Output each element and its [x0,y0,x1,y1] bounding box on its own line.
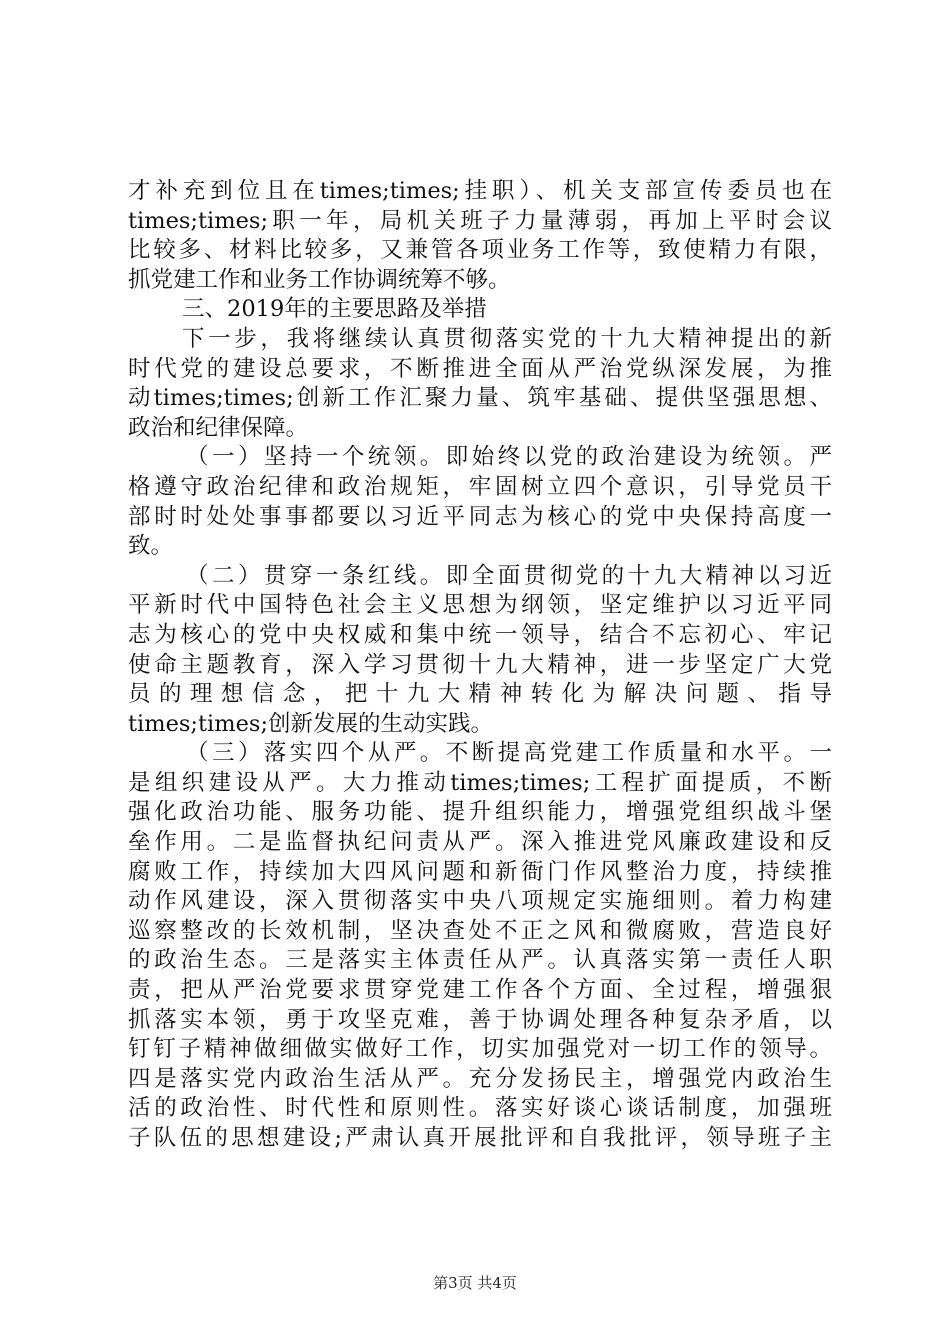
text-line: 四是落实党内政治生活从严。充分发扬民主，增强党内政治生 [128,1065,832,1092]
text-line: 政治和纪律保障。 [128,414,309,441]
text-line: 腐败工作，持续加大四风问题和新衙门作风整治力度，持续推 [128,858,832,885]
text-line: 致。 [128,533,174,560]
text-line: 下一步，我将继续认真贯彻落实党的十九大精神提出的新 [182,325,832,352]
text-line: 抓党建工作和业务工作协调统筹不够。 [128,266,511,293]
text-line: 巡察整改的长效机制，坚决查处不正之风和微腐败，营造良好 [128,917,832,944]
text-line: （三）落实四个从严。不断提高党建工作质量和水平。一 [186,740,832,767]
text-line: 平新时代中国特色社会主义思想为纲领，坚定维护以习近平同 [128,592,832,619]
text-line: 比较多、材料比较多，又兼管各项业务工作等，致使精力有限， [128,237,832,264]
text-line: times;times;职一年，局机关班子力量薄弱，再加上平时会议 [128,207,832,234]
text-line: 部时时处处事事都要以习近平同志为核心的党中央保持高度一 [128,503,832,530]
text-line: （一）坚持一个统领。即始终以党的政治建设为统领。严 [186,444,832,471]
text-line: 格遵守政治纪律和政治规矩，牢固树立四个意识，引导党员干 [128,473,832,500]
text-line: （二）贯穿一条红线。即全面贯彻党的十九大精神以习近 [186,562,832,589]
text-line: 动作风建设，深入贯彻落实中央八项规定实施细则。着力构建 [128,888,832,915]
text-line: 责，把从严治党要求贯穿党建工作各个方面、全过程，增强狠 [128,977,832,1004]
text-line: 钉钉子精神做细做实做好工作，切实加强党对一切工作的领导。 [128,1036,832,1063]
text-line: 志为核心的党中央权威和集中统一领导，结合不忘初心、牢记 [128,621,832,648]
page-footer: 第3页 共4页 [433,1274,517,1292]
text-line: 是组织建设从严。大力推动times;times;工程扩面提质，不断 [128,769,832,796]
text-line: 强化政治功能、服务功能、提升组织能力，增强党组织战斗堡 [128,799,832,826]
text-line: 时代党的建设总要求，不断推进全面从严治党纵深发展，为推 [128,355,832,382]
text-line: 的政治生态。三是落实主体责任从严。认真落实第一责任人职 [128,947,832,974]
text-line: 活的政治性、时代性和原则性。落实好谈心谈话制度，加强班 [128,1095,832,1122]
text-line: 动times;times;创新工作汇聚力量、筑牢基础、提供坚强思想、 [128,385,832,412]
text-line: 才补充到位且在times;times;挂职）、机关支部宣传委员也在 [128,178,832,204]
text-line: 垒作用。二是监督执纪问责从严。深入推进党风廉政建设和反 [128,829,832,856]
text-line: 子队伍的思想建设;严肃认真开展批评和自我批评，领导班子主 [128,1125,832,1151]
text-line: 抓落实本领，勇于攻坚克难，善于协调处理各种复杂矛盾，以 [128,1006,832,1033]
section-heading: 三、2019年的主要思路及举措 [182,296,487,323]
text-line: 使命主题教育，深入学习贯彻十九大精神，进一步坚定广大党 [128,651,832,678]
body-text [128,177,832,1154]
text-line: 员的理想信念，把十九大精神转化为解决问题、指导 [128,681,832,708]
text-line: times;times;创新发展的生动实践。 [128,710,494,737]
